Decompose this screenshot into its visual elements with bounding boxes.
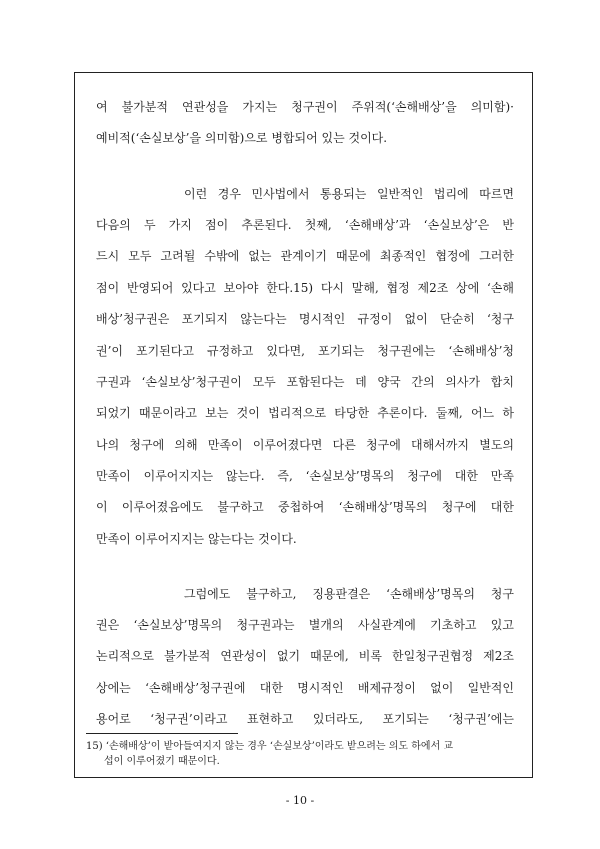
body-line: 구권과 ‘손실보상’청구권이 모두 포함된다는 데 양국 간의 의사가 합치 <box>96 375 514 389</box>
body-line: 권은 ‘손실보상’명목의 청구권과는 별개의 사실관계에 기초하고 있고 <box>96 618 514 632</box>
body-line: 상에는 ‘손해배상’청구권에 대한 명시적인 배제규정이 없이 일반적인 <box>96 681 514 695</box>
footnote-separator <box>86 733 238 734</box>
footnote-text-continued: 섭이 이루어졌기 때문이다. <box>104 756 220 767</box>
body-line: 되었기 때문이라고 보는 것이 법리적으로 타당한 추론이다. 둘째, 어느 하 <box>96 406 514 420</box>
body-line: 배상’청구권은 포기되지 않는다는 명시적인 규정이 없이 단순히 ‘청구 <box>96 312 514 326</box>
body-line: 용어로 ‘청구권’이라고 표현하고 있더라도, 포기되는 ‘청구권’에는 <box>96 712 514 726</box>
body-line: 여 불가분적 연관성을 가지는 청구권이 주위적(‘손해배상’을 의미함)· <box>96 100 514 114</box>
body-line: 드시 모두 고려될 수밖에 없는 관계이기 때문에 최종적인 협정에 그러한 <box>96 249 514 263</box>
body-line: 나의 청구에 의해 만족이 이루어졌다면 다른 청구에 대해서까지 별도의 <box>96 438 514 452</box>
page-number: - 10 - <box>285 794 315 807</box>
body-line: 다음의 두 가지 점이 추론된다. 첫째, ‘손해배상’과 ‘손실보상’은 반 <box>96 218 514 232</box>
body-line: 권’이 포기된다고 규정하고 있다면, 포기되는 청구권에는 ‘손해배상’청 <box>96 344 514 358</box>
body-line: 만족이 이루어지지는 않는다. 즉, ‘손실보상’명목의 청구에 대한 만족 <box>96 469 514 483</box>
footnote-text: 15) ‘손해배상’이 받아들여지지 않는 경우 ‘손실보상’이라도 받으려는 의도 하에서 교 <box>86 741 454 752</box>
body-line: 그럼에도 불구하고, 징용판결은 ‘손해배상’명목의 청구 <box>184 587 514 601</box>
page-border <box>74 72 533 778</box>
body-line: 논리적으로 불가분적 연관성이 없기 때문에, 비록 한일청구권협정 제2조 <box>96 649 514 663</box>
body-line: 점이 반영되어 있다고 보아야 한다.15) 다시 말해, 협정 제2조 상에 ‘손해 <box>96 281 514 295</box>
body-line: 이런 경우 민사법에서 통용되는 일반적인 법리에 따르면 <box>184 187 514 201</box>
body-line: 예비적(‘손실보상’을 의미함)으로 병합되어 있는 것이다. <box>96 131 388 145</box>
body-line: 만족이 이루어지지는 않는다는 것이다. <box>96 532 297 546</box>
body-line: 이 이루어졌음에도 불구하고 중첩하여 ‘손해배상’명목의 청구에 대한 <box>96 500 514 514</box>
